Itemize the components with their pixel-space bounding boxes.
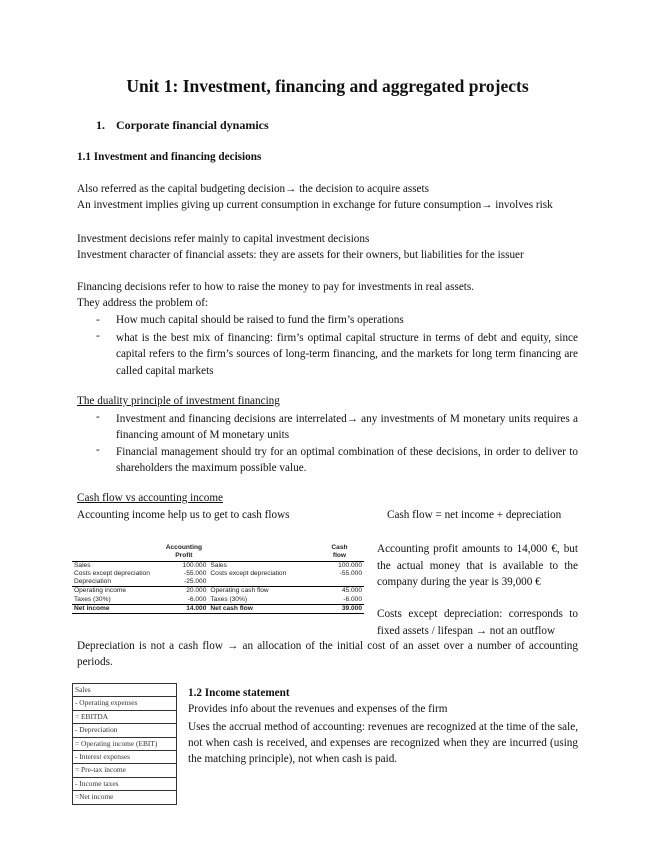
list-item: Investment and financing decisions are interrelated→ any investments of M monetary units requires a financing amount of M monetary units	[116, 413, 578, 441]
list-item: - Interest expenses	[73, 750, 176, 763]
paragraph: Provides info about the revenues and expenses of the firm	[188, 703, 448, 715]
row-label	[208, 578, 315, 587]
row-label: Operating income	[72, 587, 159, 596]
row-label: Sales	[210, 561, 227, 569]
cell-value: 100.000	[182, 561, 207, 569]
row-label: Sales	[74, 561, 91, 569]
list-item: - Depreciation	[73, 723, 176, 736]
bullet-dash: -	[96, 411, 100, 423]
section-title: Corporate financial dynamics	[116, 118, 269, 132]
table-row	[72, 561, 364, 570]
paragraph: Investment decisions refer mainly to capital investment decisions	[77, 233, 370, 245]
paragraph: Accounting income help us to get to cash flows	[77, 509, 290, 521]
section-heading: The duality principle of investment financing	[77, 395, 280, 407]
subsection-title: 1.1 Investment and financing decisions	[77, 151, 262, 163]
cell-value: 39.000	[315, 605, 364, 614]
paragraph: Financing decisions refer to how to raise the money to pay for investments in real assets.	[77, 281, 475, 293]
paragraph: Depreciation is not a cash flow → an allocation of the initial cost of an asset over a number of accounting periods.	[77, 640, 578, 669]
row-label: Costs except depreciation	[210, 569, 287, 577]
row-label: Taxes (30%)	[74, 595, 111, 603]
row-label: Operating cash flow	[208, 587, 315, 596]
list-item: = EBITDA	[73, 710, 176, 723]
row-label: Taxes (30%)	[210, 595, 248, 603]
list-item: =Net income	[73, 790, 176, 803]
column-header: Accounting	[165, 544, 203, 552]
table-header-row	[72, 544, 364, 552]
formula-text: Cash flow = net income + depreciation	[387, 509, 562, 521]
list-item: How much capital should be raised to fund the firm’s operations	[116, 314, 404, 326]
list-item: what is the best mix of financing: firm’s optimal capital structure in terms of debt and equity, since capital refers to the firm’s sources of long-term financing, and the markets for long term financing are called capital markets	[116, 332, 578, 377]
row-label: Net cash flow	[208, 605, 315, 614]
row-label: Costs except depreciation	[74, 569, 150, 577]
paragraph: Also referred as the capital budgeting decision→ the decision to acquire assets	[77, 183, 429, 195]
list-item: Sales	[75, 685, 91, 694]
list-item: = Operating income (EBIT)	[73, 737, 176, 750]
cell-value: 100.000	[338, 561, 362, 569]
side-note: Costs except depreciation: corresponds to fixed assets / lifespan → not an outflow	[377, 608, 578, 637]
bullet-dash: -	[96, 444, 100, 456]
cell-value: -55.000	[339, 569, 362, 577]
cell-value: -25.000	[184, 578, 207, 586]
column-header: Profit	[159, 552, 208, 561]
subsection-title: 1.2 Income statement	[188, 687, 290, 699]
paragraph: Investment character of financial assets: they are assets for their owners, but liabilities for the issuer	[77, 249, 524, 261]
row-label: Net income	[72, 605, 159, 614]
list-item: = Pre-tax income	[73, 763, 176, 776]
section-heading: Cash flow vs accounting income	[77, 492, 224, 504]
bullet-dash: -	[96, 330, 100, 342]
table-row	[72, 587, 364, 596]
cell-value: -6.000	[187, 595, 207, 603]
bullet-dash: -	[96, 314, 100, 326]
cell-value	[315, 578, 364, 587]
list-item: - Income taxes	[73, 777, 176, 790]
income-statement-box	[72, 683, 177, 805]
list-item: - Operating expenses	[73, 696, 176, 709]
row-label: Depreciation	[74, 578, 112, 586]
table-row	[72, 578, 364, 587]
cell-value: -6.000	[343, 595, 362, 603]
section-number: 1.	[96, 118, 105, 132]
cell-value: 20.000	[159, 587, 208, 596]
paragraph: An investment implies giving up current consumption in exchange for future consumption→ involves risk	[77, 199, 553, 211]
table-header-row	[72, 552, 364, 561]
column-header: flow	[315, 552, 364, 561]
cell-value: 14.000	[159, 605, 208, 614]
paragraph: Uses the accrual method of accounting: revenues are recognized at the time of the sale, not when cash is received, and expenses are recognized when they are incurred (using the matching principle), not when cash is paid.	[188, 721, 578, 765]
cell-value: -55.000	[184, 569, 207, 577]
page-title: Unit 1: Investment, financing and aggregated projects	[126, 76, 529, 96]
table-total-row	[72, 605, 364, 614]
table-row	[72, 596, 364, 605]
column-header: Cash	[331, 544, 348, 552]
side-note: Accounting profit amounts to 14,000 €, but the actual money that is available to the company during the year is 39,000 €	[377, 543, 578, 589]
cell-value: 45.000	[315, 587, 364, 596]
cash-flow-table	[72, 544, 364, 614]
paragraph: They address the problem of:	[77, 297, 209, 309]
table-row	[72, 570, 364, 578]
list-item: Financial management should try for an optimal combination of these decisions, in order to deliver to shareholders the maximum possible value.	[116, 446, 578, 474]
